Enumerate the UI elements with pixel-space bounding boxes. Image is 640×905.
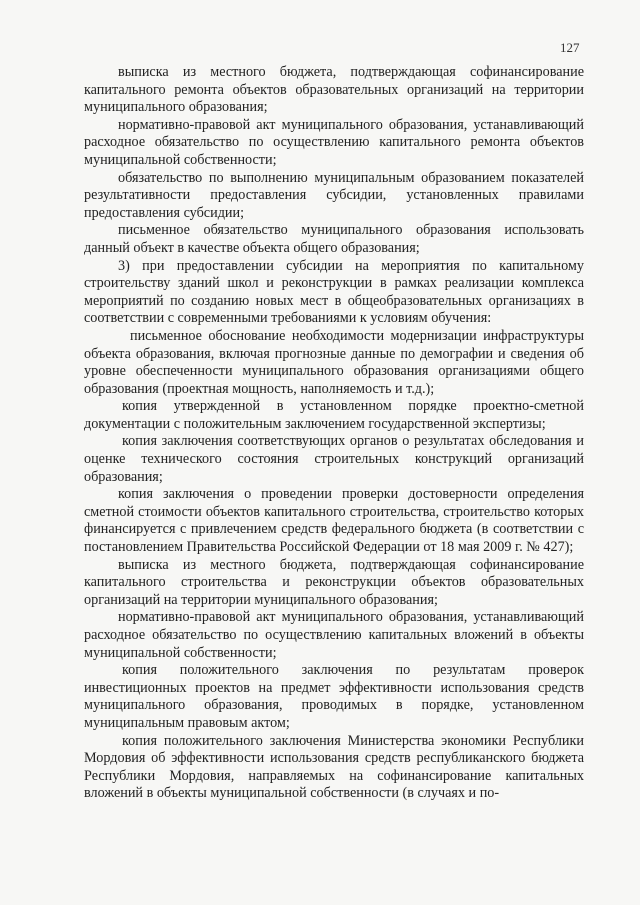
paragraph: копия заключения соответствующих органов о результатах обследования и оценке технического состояния строительных конструкций организаций образования; bbox=[84, 433, 584, 485]
paragraph: письменное обязательство муниципального образования использовать данный объект в качестве объекта общего образования; bbox=[84, 222, 584, 256]
paragraph: копия утвержденной в установленном порядке проектно-сметной документации с положительным заключением государственной экспертизы; bbox=[84, 398, 584, 432]
paragraph: копия заключения о проведении проверки достоверности определения сметной стоимости объектов капитального строительства, строительство которых финансируется с привлечением средств федерального бюджета (в соответствии с постановлением Правительства Российской Федерации от 18 мая 2009 г. № 427); bbox=[84, 486, 584, 556]
paragraph: копия положительного заключения по результатам проверок инвестиционных проектов на предмет эффективности использования средств муниципального образования, проводимых в порядке, установленном муниципальным правовым актом; bbox=[84, 662, 584, 731]
page-number: 127 bbox=[560, 40, 580, 55]
paragraph: нормативно-правовой акт муниципального образования, устанавливающий расходное обязательство по осуществлению капитального ремонта объектов муниципальной собственности; bbox=[84, 116, 584, 168]
paragraph: выписка из местного бюджета, подтверждающая софинансирование капитального ремонта объектов образовательных организаций на территории муниципального образования; bbox=[84, 64, 584, 116]
paragraph: копия положительного заключения Министерства экономики Республики Мордовия об эффективности использования средств республиканского бюджета Республики Мордовия, направляемых на софинансирование капитальных вложений в объекты муниципальной собственности (в случаях и по- bbox=[84, 732, 584, 802]
paragraph: обязательство по выполнению муниципальным образованием показателей результативности предоставления субсидии, установленных правилами предоставления субсидии; bbox=[84, 169, 584, 221]
paragraph: выписка из местного бюджета, подтверждающая софинансирование капитального строительства и реконструкции объектов образовательных организаций на территории муниципального образования; bbox=[84, 556, 584, 608]
document-body bbox=[84, 64, 584, 803]
paragraph: нормативно-правовой акт муниципального образования, устанавливающий расходное обязательство по осуществлению капитальных вложений в объекты муниципальной собственности; bbox=[84, 609, 584, 661]
paragraph: письменное обоснование необходимости модернизации инфраструктуры объекта образования, включая прогнозные данные по демографии и сведения об уровне обеспеченности муниципального образования организациями общего образования (проектная мощность, наполняемость и т.д.); bbox=[84, 327, 584, 397]
paragraph: 3) при предоставлении субсидии на мероприятия по капитальному строительству зданий школ и реконструкции в рамках реализации комплекса мероприятий по созданию новых мест в общеобразовательных организациях в соответствии с современными требованиями к условиям обучения: bbox=[84, 257, 584, 327]
